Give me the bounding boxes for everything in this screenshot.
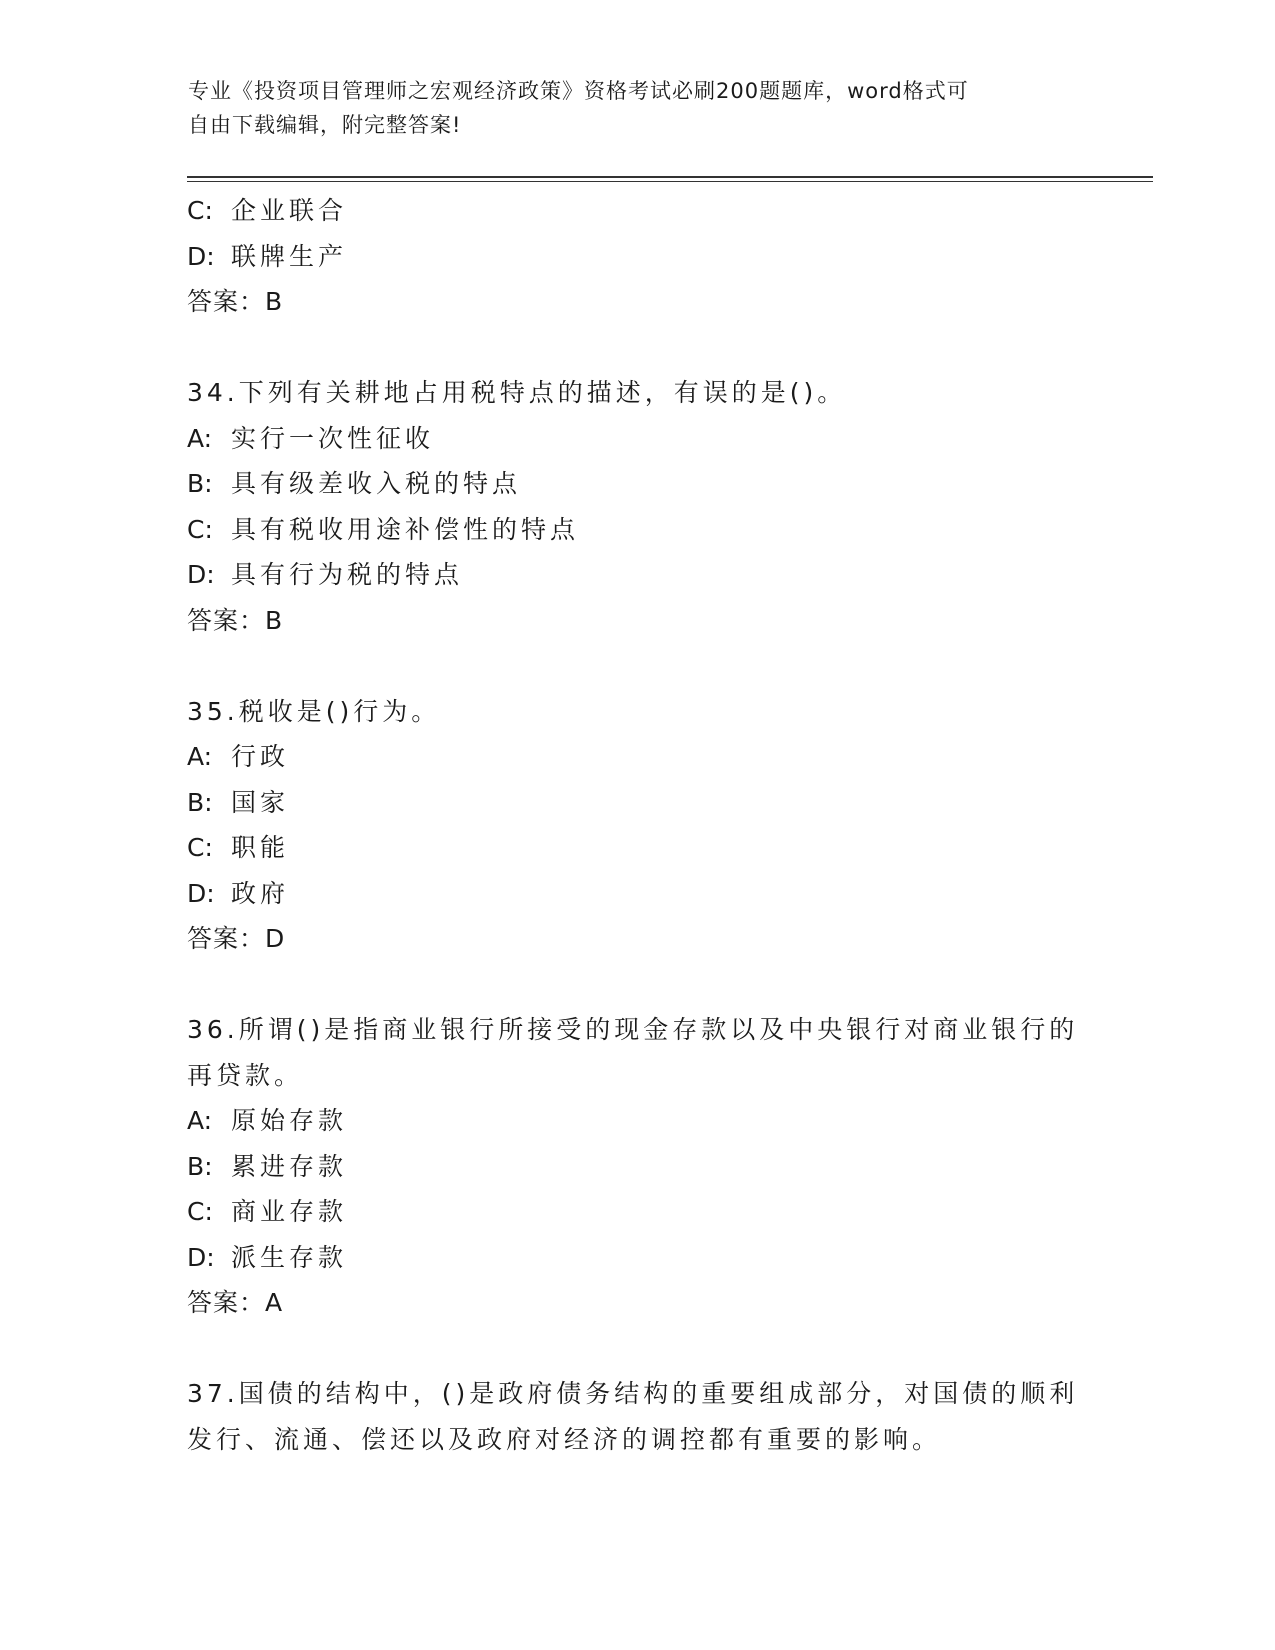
spacer	[187, 643, 1087, 689]
option-label: B:	[187, 787, 213, 817]
option-label: D:	[187, 560, 215, 589]
option-text: 派生存款	[231, 1242, 348, 1272]
option-text: 具有税收用途补偿性的特点	[231, 514, 580, 544]
question-list	[187, 188, 1087, 1462]
option-b	[187, 461, 1087, 507]
option-c	[187, 188, 1087, 234]
option-text: 具有行为税的特点	[231, 560, 464, 589]
option-text: 具有级差收入税的特点	[231, 469, 522, 498]
option-label: B:	[187, 469, 213, 498]
option-b	[187, 780, 1087, 826]
option-label: D:	[187, 241, 215, 271]
option-a	[187, 734, 1087, 780]
option-label: C:	[187, 833, 213, 862]
question-stem-line-2: 发行、流通、偿还以及政府对经济的调控都有重要的影响。	[187, 1424, 942, 1454]
option-text: 行政	[231, 742, 290, 771]
header-divider-thin	[187, 181, 1153, 182]
option-label: A:	[187, 742, 213, 771]
question-block-34	[187, 370, 1087, 643]
document-header	[188, 74, 1068, 142]
option-label: A:	[187, 423, 213, 453]
option-c	[187, 507, 1087, 553]
option-d	[187, 1235, 1087, 1281]
option-text: 国家	[231, 787, 290, 817]
option-text: 商业存款	[231, 1197, 348, 1226]
option-label: D:	[187, 1242, 215, 1272]
question-block-33	[187, 188, 1087, 325]
option-text: 联牌生产	[231, 241, 348, 271]
option-d	[187, 234, 1087, 280]
spacer	[187, 1326, 1087, 1372]
option-label: C:	[187, 196, 213, 225]
option-a	[187, 1098, 1087, 1144]
option-text: 实行一次性征收	[231, 423, 435, 453]
option-c	[187, 825, 1087, 871]
option-label: D:	[187, 878, 215, 908]
answer-line: 答案：B	[187, 605, 284, 635]
option-text: 政府	[231, 878, 290, 908]
question-block-35	[187, 689, 1087, 962]
option-label: C:	[187, 1197, 213, 1226]
header-line-1: 专业《投资项目管理师之宏观经济政策》资格考试必刷200题题库，word格式可	[188, 79, 969, 103]
option-label: C:	[187, 514, 213, 544]
answer-line: 答案：B	[187, 287, 284, 316]
option-label: A:	[187, 1106, 213, 1135]
question-block-37	[187, 1371, 1087, 1462]
question-stem-line-2: 再贷款。	[187, 1060, 304, 1090]
answer-line: 答案：D	[187, 924, 286, 953]
question-stem-line-1: 36.所谓()是指商业银行所接受的现金存款以及中央银行对商业银行的	[187, 1015, 1079, 1044]
option-label: B:	[187, 1151, 213, 1181]
option-text: 累进存款	[231, 1151, 348, 1181]
option-d	[187, 871, 1087, 917]
spacer	[187, 962, 1087, 1008]
header-line-2: 自由下载编辑，附完整答案!	[188, 113, 462, 137]
header-divider	[187, 176, 1153, 178]
spacer	[187, 325, 1087, 371]
option-a	[187, 416, 1087, 462]
question-stem: 34.下列有关耕地占用税特点的描述，有误的是()。	[187, 378, 847, 407]
option-d	[187, 552, 1087, 598]
option-text: 原始存款	[231, 1106, 348, 1135]
answer-line: 答案：A	[187, 1288, 284, 1317]
option-text: 企业联合	[231, 196, 348, 225]
question-stem: 35.税收是()行为。	[187, 696, 441, 726]
question-block-36	[187, 1007, 1087, 1326]
option-text: 职能	[231, 833, 290, 862]
option-b	[187, 1144, 1087, 1190]
option-c	[187, 1189, 1087, 1235]
question-stem-line-1: 37.国债的结构中，()是政府债务结构的重要组成部分，对国债的顺利	[187, 1379, 1079, 1408]
